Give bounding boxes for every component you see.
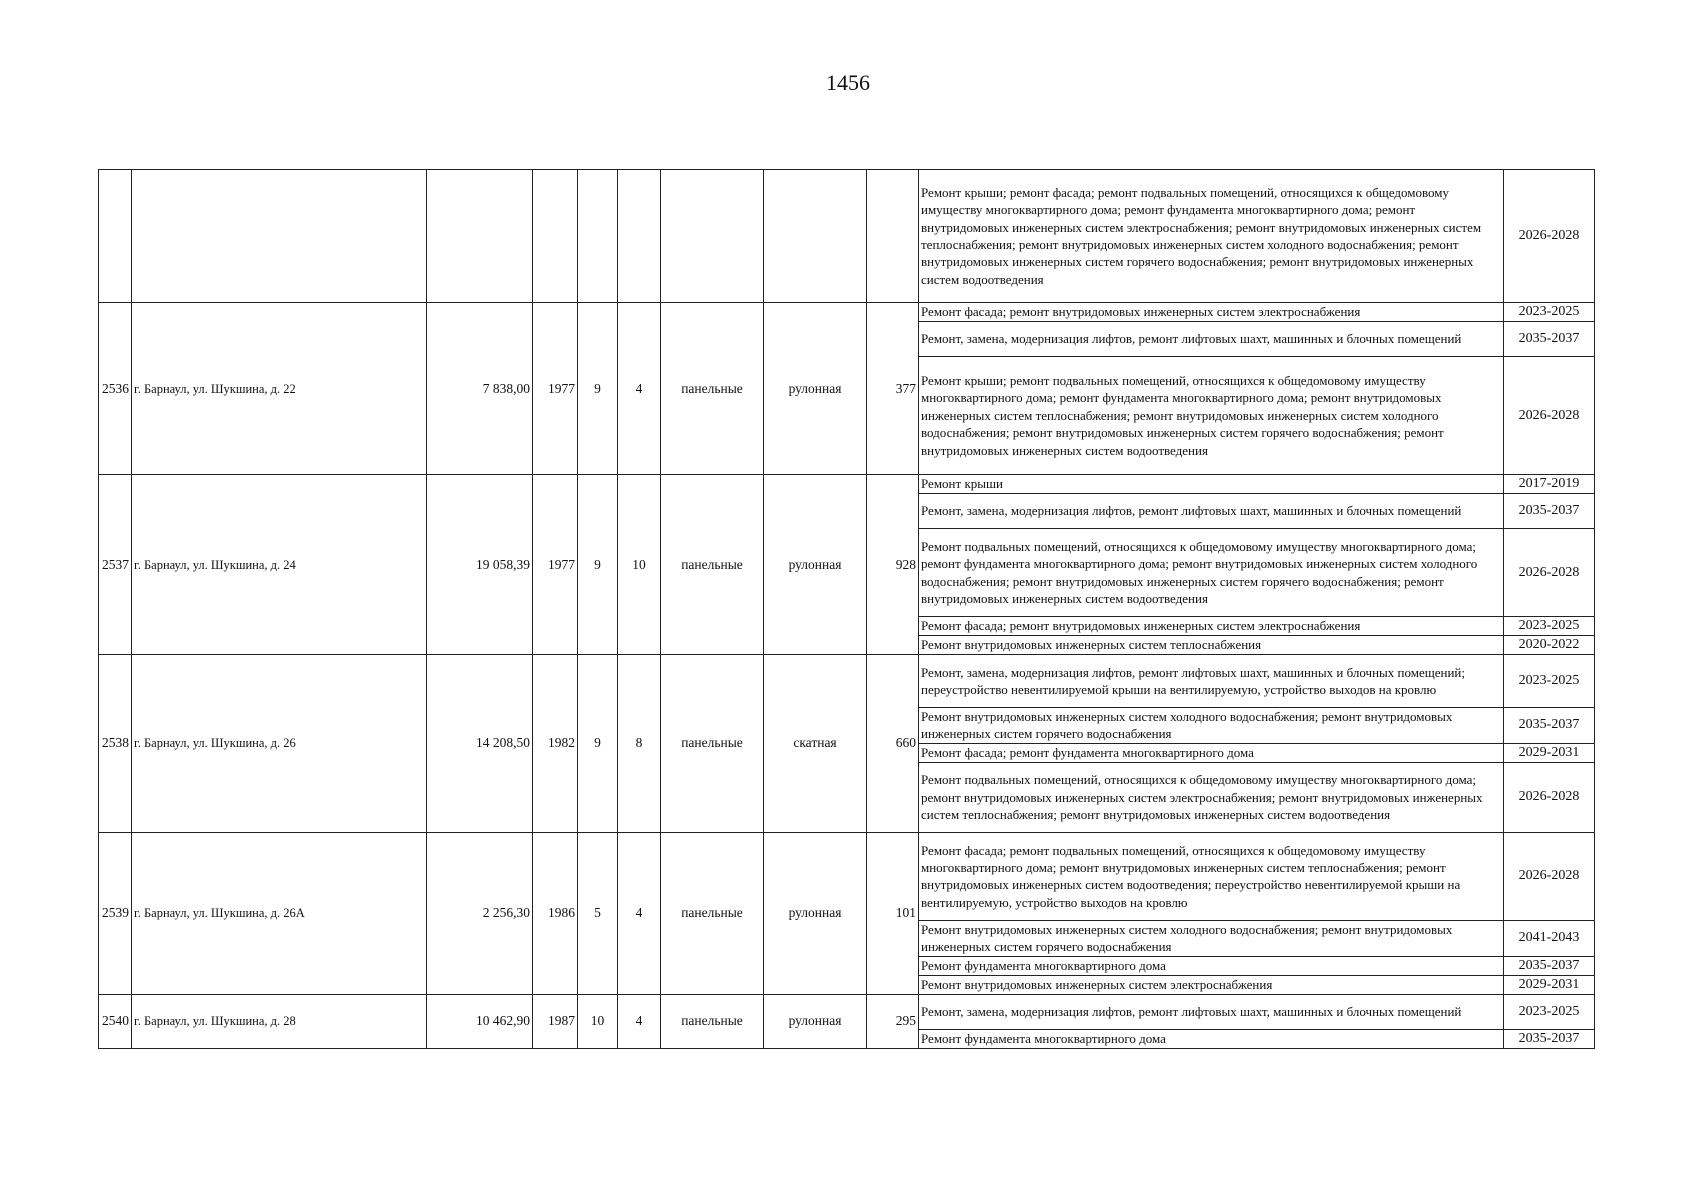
record-floors: 9 [578, 475, 618, 655]
work-period: 2029-2031 [1504, 743, 1595, 762]
record-roof: рулонная [764, 475, 867, 655]
record-residents: 660 [867, 655, 919, 833]
page-number: 1456 [826, 70, 870, 95]
work-period: 2026-2028 [1504, 762, 1595, 832]
work-description: Ремонт крыши; ремонт фасада; ремонт подвальных помещений, относящихся к общедомовому имуществу многоквартирного дома; ремонт фундамента многоквартирного дома; ремонт внутридомовых инженерных систем электроснабжения; ремонт внутридомовых инженерных систем теплоснабжения; ремонт внутридомовых инженерных систем холодного водоснабжения; ремонт внутридомовых инженерных систем горячего водоснабжения; ремонт внутридомовых инженерных систем водоотведения [919, 170, 1504, 303]
record-area: 14 208,50 [427, 655, 533, 833]
work-description: Ремонт, замена, модернизация лифтов, ремонт лифтовых шахт, машинных и блочных помещений; переустройство невентилируемой крыши на вентилируемую, устройство выходов на кровлю [919, 655, 1504, 708]
work-description: Ремонт внутридомовых инженерных систем холодного водоснабжения; ремонт внутридомовых инженерных систем горячего водоснабжения [919, 920, 1504, 956]
work-description: Ремонт фасада; ремонт фундамента многоквартирного дома [919, 743, 1504, 762]
table-row [99, 303, 1595, 322]
record-number: 2540 [99, 994, 132, 1048]
empty-cell [99, 170, 132, 303]
work-period: 2041-2043 [1504, 920, 1595, 956]
record-residents: 928 [867, 475, 919, 655]
empty-cell [427, 170, 533, 303]
record-number: 2537 [99, 475, 132, 655]
record-walls: панельные [661, 475, 764, 655]
record-year: 1986 [533, 832, 578, 994]
work-description: Ремонт фундамента многоквартирного дома [919, 1029, 1504, 1048]
work-period: 2026-2028 [1504, 832, 1595, 920]
empty-cell [618, 170, 661, 303]
record-roof: скатная [764, 655, 867, 833]
work-period: 2026-2028 [1504, 357, 1595, 475]
record-walls: панельные [661, 655, 764, 833]
record-entrances: 4 [618, 832, 661, 994]
record-entrances: 4 [618, 303, 661, 475]
record-floors: 10 [578, 994, 618, 1048]
work-period: 2035-2037 [1504, 956, 1595, 975]
record-residents: 377 [867, 303, 919, 475]
work-description: Ремонт фасада; ремонт внутридомовых инженерных систем электроснабжения [919, 617, 1504, 636]
record-residents: 295 [867, 994, 919, 1048]
empty-cell [867, 170, 919, 303]
record-area: 19 058,39 [427, 475, 533, 655]
work-description: Ремонт фундамента многоквартирного дома [919, 956, 1504, 975]
empty-cell [533, 170, 578, 303]
empty-cell [661, 170, 764, 303]
work-period: 2023-2025 [1504, 617, 1595, 636]
record-address: г. Барнаул, ул. Шукшина, д. 26А [132, 832, 427, 994]
record-walls: панельные [661, 832, 764, 994]
record-area: 2 256,30 [427, 832, 533, 994]
record-residents: 101 [867, 832, 919, 994]
record-roof: рулонная [764, 303, 867, 475]
work-description: Ремонт крыши; ремонт подвальных помещений, относящихся к общедомовому имуществу многоквартирного дома; ремонт фундамента многоквартирного дома; ремонт внутридомовых инженерных систем теплоснабжения; ремонт внутридомовых инженерных систем холодного водоснабжения; ремонт внутридомовых инженерных систем горячего водоснабжения; ремонт внутридомовых инженерных систем водоотведения [919, 357, 1504, 475]
work-description: Ремонт крыши [919, 475, 1504, 494]
work-period: 2026-2028 [1504, 529, 1595, 617]
work-period: 2035-2037 [1504, 322, 1595, 357]
work-description: Ремонт подвальных помещений, относящихся к общедомовому имуществу многоквартирного дома; ремонт внутридомовых инженерных систем электроснабжения; ремонт внутридомовых инженерных систем теплоснабжения; ремонт внутридомовых инженерных систем водоотведения [919, 762, 1504, 832]
empty-cell [578, 170, 618, 303]
table-row [99, 475, 1595, 494]
record-address: г. Барнаул, ул. Шукшина, д. 24 [132, 475, 427, 655]
work-period: 2035-2037 [1504, 708, 1595, 744]
record-area: 7 838,00 [427, 303, 533, 475]
record-floors: 9 [578, 303, 618, 475]
work-period: 2017-2019 [1504, 475, 1595, 494]
work-description: Ремонт, замена, модернизация лифтов, ремонт лифтовых шахт, машинных и блочных помещений [919, 322, 1504, 357]
work-period: 2029-2031 [1504, 975, 1595, 994]
record-year: 1987 [533, 994, 578, 1048]
record-roof: рулонная [764, 994, 867, 1048]
capital-repair-table [98, 169, 1595, 1049]
record-floors: 5 [578, 832, 618, 994]
record-entrances: 4 [618, 994, 661, 1048]
work-description: Ремонт фасада; ремонт внутридомовых инженерных систем электроснабжения [919, 303, 1504, 322]
work-period: 2023-2025 [1504, 655, 1595, 708]
work-period: 2023-2025 [1504, 303, 1595, 322]
record-walls: панельные [661, 303, 764, 475]
empty-cell [764, 170, 867, 303]
record-address: г. Барнаул, ул. Шукшина, д. 28 [132, 994, 427, 1048]
record-entrances: 8 [618, 655, 661, 833]
record-walls: панельные [661, 994, 764, 1048]
record-year: 1982 [533, 655, 578, 833]
record-roof: рулонная [764, 832, 867, 994]
table-row [99, 170, 1595, 303]
record-number: 2536 [99, 303, 132, 475]
work-period: 2020-2022 [1504, 636, 1595, 655]
table-row [99, 832, 1595, 920]
work-description: Ремонт, замена, модернизация лифтов, ремонт лифтовых шахт, машинных и блочных помещений [919, 994, 1504, 1029]
table-row [99, 655, 1595, 708]
work-description: Ремонт внутридомовых инженерных систем холодного водоснабжения; ремонт внутридомовых инженерных систем горячего водоснабжения [919, 708, 1504, 744]
empty-cell [132, 170, 427, 303]
record-year: 1977 [533, 303, 578, 475]
work-period: 2026-2028 [1504, 170, 1595, 303]
work-description: Ремонт, замена, модернизация лифтов, ремонт лифтовых шахт, машинных и блочных помещений [919, 494, 1504, 529]
work-description: Ремонт внутридомовых инженерных систем электроснабжения [919, 975, 1504, 994]
record-floors: 9 [578, 655, 618, 833]
record-number: 2539 [99, 832, 132, 994]
record-entrances: 10 [618, 475, 661, 655]
work-description: Ремонт подвальных помещений, относящихся к общедомовому имуществу многоквартирного дома; ремонт фундамента многоквартирного дома; ремонт внутридомовых инженерных систем холодного водоснабжения; ремонт внутридомовых инженерных систем горячего водоснабжения; ремонт внутридомовых инженерных систем водоотведения [919, 529, 1504, 617]
work-description: Ремонт фасада; ремонт подвальных помещений, относящихся к общедомовому имуществу многоквартирного дома; ремонт внутридомовых инженерных систем теплоснабжения; ремонт внутридомовых инженерных систем водоотведения; переустройство невентилируемой крыши на вентилируемую, устройство выходов на кровлю [919, 832, 1504, 920]
record-address: г. Барнаул, ул. Шукшина, д. 26 [132, 655, 427, 833]
table-row [99, 994, 1595, 1029]
work-period: 2035-2037 [1504, 494, 1595, 529]
work-period: 2035-2037 [1504, 1029, 1595, 1048]
record-year: 1977 [533, 475, 578, 655]
work-period: 2023-2025 [1504, 994, 1595, 1029]
record-address: г. Барнаул, ул. Шукшина, д. 22 [132, 303, 427, 475]
record-area: 10 462,90 [427, 994, 533, 1048]
work-description: Ремонт внутридомовых инженерных систем теплоснабжения [919, 636, 1504, 655]
record-number: 2538 [99, 655, 132, 833]
